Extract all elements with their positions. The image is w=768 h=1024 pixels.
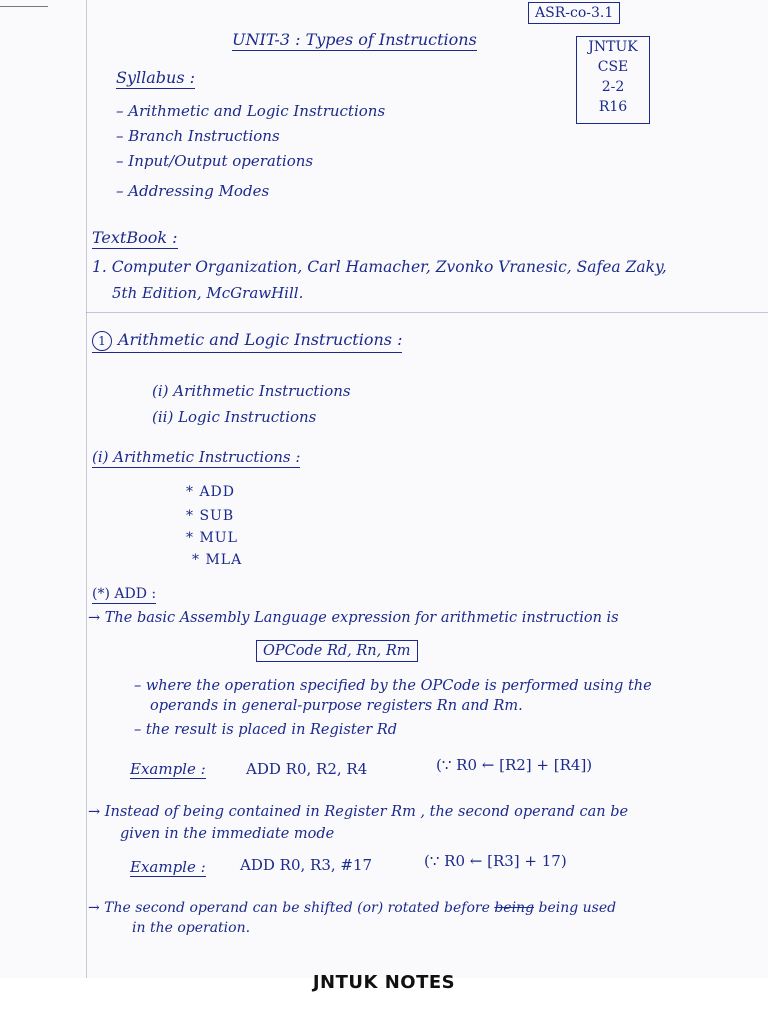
section-sub-item: (ii) Logic Instructions	[152, 408, 317, 426]
section-sub-item: (i) Arithmetic Instructions	[152, 382, 351, 400]
code-tag: ASR-co-3.1	[528, 2, 620, 24]
syllabus-item: – Addressing Modes	[116, 182, 270, 200]
footer-watermark: JNTUK NOTES	[312, 972, 456, 993]
example-label: Example :	[130, 858, 206, 876]
example-explanation: (∵ R0 ← [R3] + 17)	[424, 852, 567, 870]
add-intro: → The basic Assembly Language expression for arithmetic instruction is	[88, 610, 619, 626]
note-line: – where the operation specified by the OPCode is performed using the	[134, 678, 652, 694]
syllabus-heading: Syllabus :	[116, 68, 196, 87]
op-item: * MUL	[186, 530, 238, 546]
note-line: operands in general-purpose registers Rn and Rm.	[150, 698, 523, 714]
syllabus-item: – Input/Output operations	[116, 152, 314, 170]
op-item: * SUB	[186, 508, 235, 524]
section-number: 1	[92, 331, 112, 351]
example-label: Example :	[130, 760, 206, 778]
section-divider	[86, 312, 768, 313]
badge-university: JNTUK	[588, 39, 638, 55]
example-code: ADD R0, R3, #17	[240, 856, 373, 874]
syntax-box: OPCode Rd, Rn, Rm	[256, 640, 418, 662]
margin-line	[86, 0, 87, 978]
op-item: * MLA	[192, 552, 243, 568]
shift-text-end: being used	[538, 900, 617, 916]
immediate-mode-line: given in the immediate mode	[120, 826, 335, 842]
note-line: – the result is placed in Register Rd	[134, 722, 398, 738]
badge-branch: CSE	[597, 59, 629, 75]
textbook-entry-line: 1. Computer Organization, Carl Hamacher, Zvonko Vranesic, Safea Zaky,	[92, 258, 667, 276]
add-heading: (*) ADD :	[92, 586, 157, 602]
arith-heading: (i) Arithmetic Instructions :	[92, 448, 301, 466]
section-title-text: Arithmetic and Logic Instructions :	[118, 330, 403, 349]
badge-regulation: R16	[598, 99, 628, 115]
op-item: * ADD	[186, 484, 236, 500]
course-badge	[576, 36, 650, 124]
textbook-entry-line: 5th Edition, McGrawHill.	[112, 284, 304, 302]
example-explanation: (∵ R0 ← [R2] + [R4])	[436, 756, 593, 774]
unit-title: UNIT-3 : Types of Instructions	[232, 30, 477, 49]
syllabus-item: – Branch Instructions	[116, 127, 280, 145]
textbook-heading: TextBook :	[92, 228, 178, 247]
top-left-rule	[0, 6, 48, 7]
badge-semester: 2-2	[601, 79, 625, 95]
shift-text: → The second operand can be shifted (or) rotated before	[88, 900, 490, 916]
struck-word: being	[494, 900, 535, 916]
syllabus-item: – Arithmetic and Logic Instructions	[116, 102, 386, 120]
shift-rotate-line: in the operation.	[132, 920, 251, 936]
section-1-title	[92, 330, 402, 353]
example-code: ADD R0, R2, R4	[246, 760, 368, 778]
immediate-mode-line: → Instead of being contained in Register Rm , the second operand can be	[88, 804, 629, 820]
shift-rotate-line	[88, 900, 616, 916]
